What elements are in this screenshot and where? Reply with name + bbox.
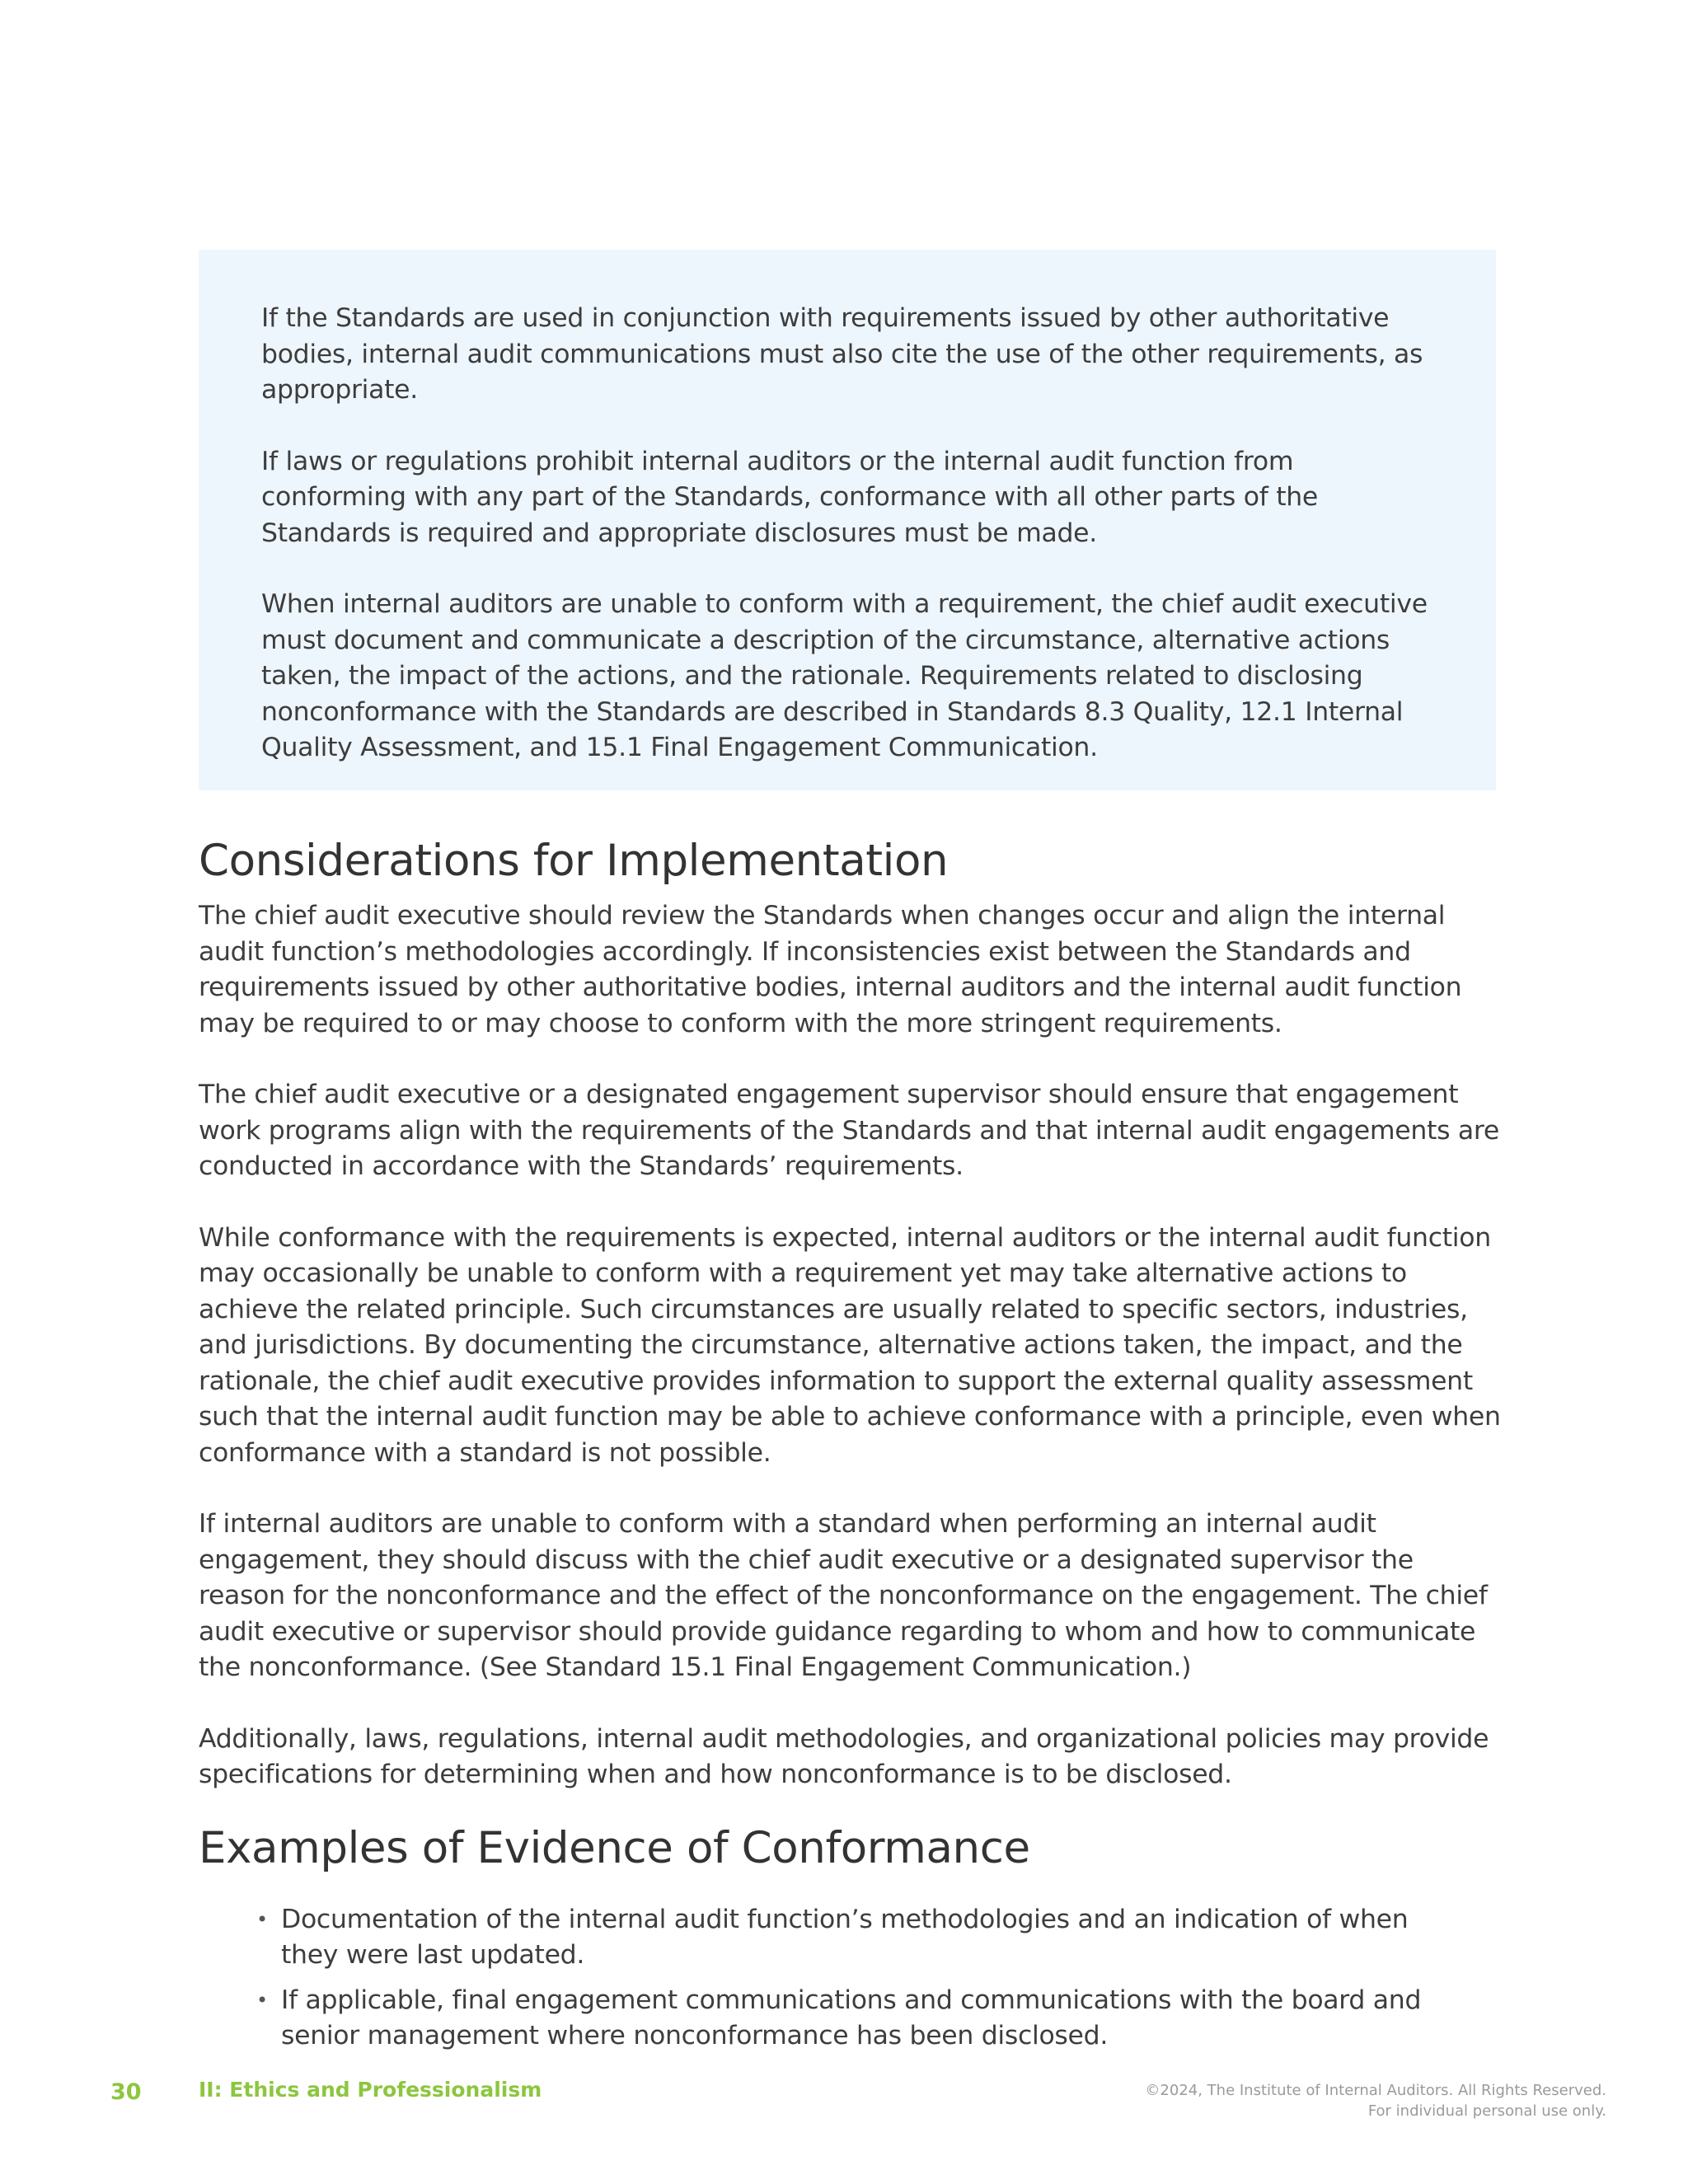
- evidence-item-text: Documentation of the internal audit function’s methodologies and an indication of when they were last updated.: [281, 1904, 1409, 1970]
- considerations-paragraph-3: While conformance with the requirements is expected, internal auditors or the internal audit function may occasionally be unable to conform with a requirement yet may take alternative actions to achieve the related principle. Such circumstances are usually related to specific sectors, industries, and jurisdictions. By documenting the circumstance, alternative actions taken, the impact, and the rationale, the chief audit executive provides information to support the external quality assessment such that the internal audit function may be able to achieve conformance with a principle, even when conformance with a standard is not possible.: [199, 1222, 1501, 1468]
- usage-note: For individual personal use only.: [1367, 2102, 1606, 2120]
- callout-paragraph-3: When internal auditors are unable to conform with a requirement, the chief audit executive must document and communicate a description of the circumstance, alternative actions taken, the impact of the actions, and the rationale. Requirements related to disclosing nonconformance with the Standards are described in Standards 8.3 Quality, 12.1 Internal Quality Assessment, and 15.1 Final Engagement Communication.: [261, 589, 1428, 762]
- requirements-callout-box: [199, 250, 1496, 790]
- copyright-text: ©2024, The Institute of Internal Auditors. All Rights Reserved.: [1145, 2082, 1606, 2099]
- callout-paragraph-2: If laws or regulations prohibit internal auditors or the internal audit function from conforming with any part of the Standards, conformance with all other parts of the Standards is required and appropriate disclosures must be made.: [261, 446, 1318, 548]
- considerations-paragraph-5: Additionally, laws, regulations, internal audit methodologies, and organizational policies may provide specifications for determining when and how nonconformance is to be disclosed.: [199, 1723, 1489, 1789]
- callout-paragraph-1: If the Standards are used in conjunction with requirements issued by other authoritative bodies, internal audit communications must also cite the use of the other requirements, as appropriate.: [261, 303, 1423, 405]
- bullet-icon: •: [256, 1907, 268, 1931]
- footer-copyright: [1145, 2080, 1606, 2121]
- considerations-heading: Considerations for Implementation: [199, 836, 949, 886]
- list-item: [256, 1902, 1501, 1974]
- evidence-list: [199, 1902, 1501, 2055]
- considerations-paragraph-1: The chief audit executive should review the Standards when changes occur and align the internal audit function’s methodologies accordingly. If inconsistencies exist between the Standards and requirements issued by other authoritative bodies, internal auditors and the internal audit function may be required to or may choose to conform with the more stringent requirements.: [199, 901, 1462, 1038]
- footer-section-title: II: Ethics and Professionalism: [199, 2078, 542, 2102]
- bullet-icon: •: [256, 1988, 268, 2012]
- list-item: [256, 1983, 1501, 2055]
- page-number: 30: [110, 2079, 142, 2105]
- considerations-paragraph-4: If internal auditors are unable to conform with a standard when performing an internal audit engagement, they should discuss with the chief audit executive or a designated supervisor the reason for the nonconformance and the effect of the nonconformance on the engagement. The chief audit executive or supervisor should provide guidance regarding to whom and how to communicate the nonconformance. (See Standard 15.1 Final Engagement Communication.): [199, 1509, 1488, 1682]
- main-content: [199, 824, 1501, 2064]
- evidence-item-text: If applicable, final engagement communications and communications with the board and senior management where nonconformance has been disclosed.: [281, 1985, 1422, 2050]
- evidence-heading: Examples of Evidence of Conformance: [199, 1822, 1030, 1873]
- considerations-paragraph-2: The chief audit executive or a designated engagement supervisor should ensure that engagement work programs align with the requirements of the Standards and that internal audit engagements are conducted in accordance with the Standards’ requirements.: [199, 1080, 1499, 1181]
